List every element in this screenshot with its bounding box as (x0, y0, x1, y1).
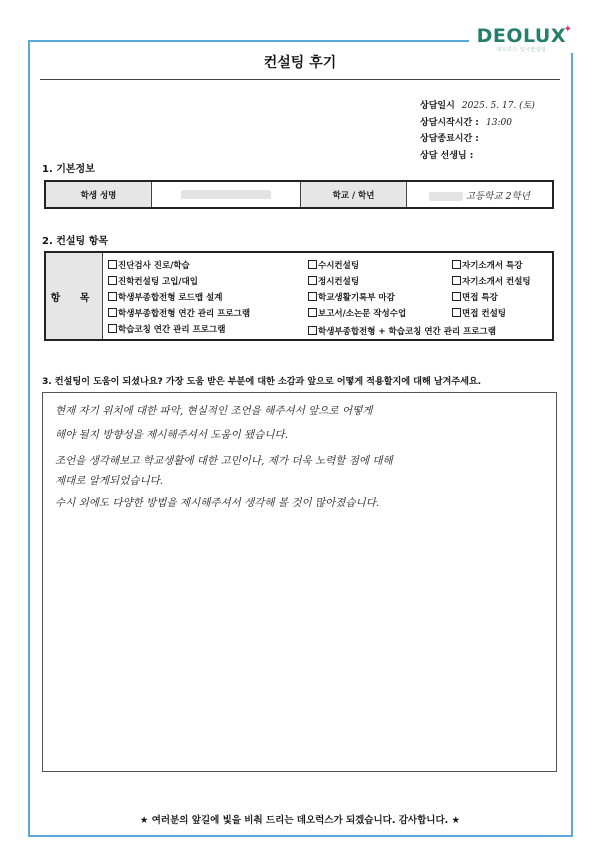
items-label: 항 목 (46, 253, 103, 339)
meta-end-label: 상담종료시간 : (420, 134, 479, 144)
checkbox[interactable] (108, 308, 117, 317)
meta-start (420, 115, 535, 132)
checkbox[interactable] (308, 260, 317, 269)
option-combined-program[interactable]: 학생부종합전형 + 학습코칭 연간 관리 프로그램 (308, 325, 496, 337)
option-record-closing[interactable]: 학교생활기록부 마감 (308, 291, 395, 303)
option-roadmap[interactable]: 학생부종합전형 로드맵 설계 (108, 291, 222, 303)
school-grade-value: 고등학교 2학년 (465, 190, 530, 202)
checkbox[interactable] (452, 260, 461, 269)
checkbox[interactable] (108, 324, 117, 333)
option-interview-consult[interactable]: 면접 컨설팅 (452, 307, 506, 319)
option-early-admission[interactable]: 수시컨설팅 (308, 259, 359, 271)
option-interview-lecture[interactable]: 면접 특강 (452, 291, 498, 303)
basic-info-table (44, 180, 554, 209)
brand-tagline: 데오럭스 입시컨설팅 (496, 47, 547, 53)
meta-start-value: 13:00 (486, 117, 512, 128)
option-report-class[interactable]: 보고서/소논문 작성수업 (308, 307, 406, 319)
meta-date-label: 상담일시 (420, 101, 455, 111)
checkbox[interactable] (452, 276, 461, 285)
student-name-value (152, 181, 301, 208)
section2-heading: 2. 컨설팅 항목 (42, 236, 109, 247)
school-grade-label: 학교 / 학년 (301, 181, 407, 208)
checkbox[interactable] (452, 308, 461, 317)
student-name-label: 학생 성명 (45, 181, 152, 208)
option-regular-admission[interactable]: 정시컨설팅 (308, 275, 359, 287)
checkbox[interactable] (108, 276, 117, 285)
footer-message: ★ 여러분의 앞길에 빛을 비춰 드리는 데오럭스가 되겠습니다. 감사합니다. ★ (139, 815, 461, 826)
checkbox[interactable] (308, 326, 317, 335)
feedback-line: 해야 될지 방향성을 제시해주셔서 도움이 됐습니다. (55, 429, 289, 441)
checkbox[interactable] (108, 292, 117, 301)
title-divider (40, 79, 560, 80)
checkbox[interactable] (308, 292, 317, 301)
section1-heading: 1. 기본정보 (42, 164, 95, 175)
star-icon: ✦ (563, 24, 572, 35)
feedback-line: 조언을 생각해보고 학교생활에 대한 고민이나, 제가 더욱 노력할 점에 대해 (55, 455, 393, 467)
page-title: 컨설팅 후기 (263, 55, 337, 71)
feedback-writing-area[interactable] (42, 392, 557, 772)
meta-start-label: 상담시작시간 : (420, 117, 479, 128)
checkbox[interactable] (308, 276, 317, 285)
feedback-line: 현재 자기 위치에 대한 파악, 현실적인 조언을 해주셔서 앞으로 어떻게 (55, 405, 373, 417)
section3-heading: 3. 컨설팅이 도움이 되셨나요? 가장 도움 받은 부분에 대한 소감과 앞으로 어떻게 적용할지에 대해 남겨주세요. (42, 376, 482, 387)
brand-logo (469, 26, 574, 53)
option-essay-consult[interactable]: 자기소개서 컨설팅 (452, 275, 531, 287)
option-essay-lecture[interactable]: 자기소개서 특강 (452, 259, 522, 271)
option-study-coaching[interactable]: 학습코칭 연간 관리 프로그램 (108, 323, 225, 335)
feedback-line: 수시 외에도 다양한 방법을 제시해주셔서 생각해 볼 것이 많아졌습니다. (55, 497, 380, 509)
consult-meta (420, 98, 535, 164)
redacted-name (181, 190, 271, 199)
option-admission-consult[interactable]: 진학컨설팅 고입/대입 (108, 275, 198, 287)
option-annual-program[interactable]: 학생부종합전형 연간 관리 프로그램 (108, 307, 250, 319)
meta-date (420, 98, 535, 115)
feedback-line: 제대로 알게되었습니다. (55, 475, 164, 487)
redacted-school (429, 192, 463, 201)
option-diagnostic[interactable]: 진단검사 진로/학습 (108, 259, 190, 271)
meta-end (420, 131, 535, 148)
meta-date-value: 2025. 5. 17. (토) (461, 101, 535, 111)
meta-teacher-label: 상담 선생님 : (420, 150, 474, 161)
checkbox[interactable] (452, 292, 461, 301)
consult-items-box (44, 251, 554, 341)
brand-name: DEOLUX (476, 25, 566, 47)
school-grade-cell (407, 181, 554, 208)
checkbox[interactable] (108, 260, 117, 269)
meta-teacher (420, 148, 535, 165)
checkbox[interactable] (308, 308, 317, 317)
